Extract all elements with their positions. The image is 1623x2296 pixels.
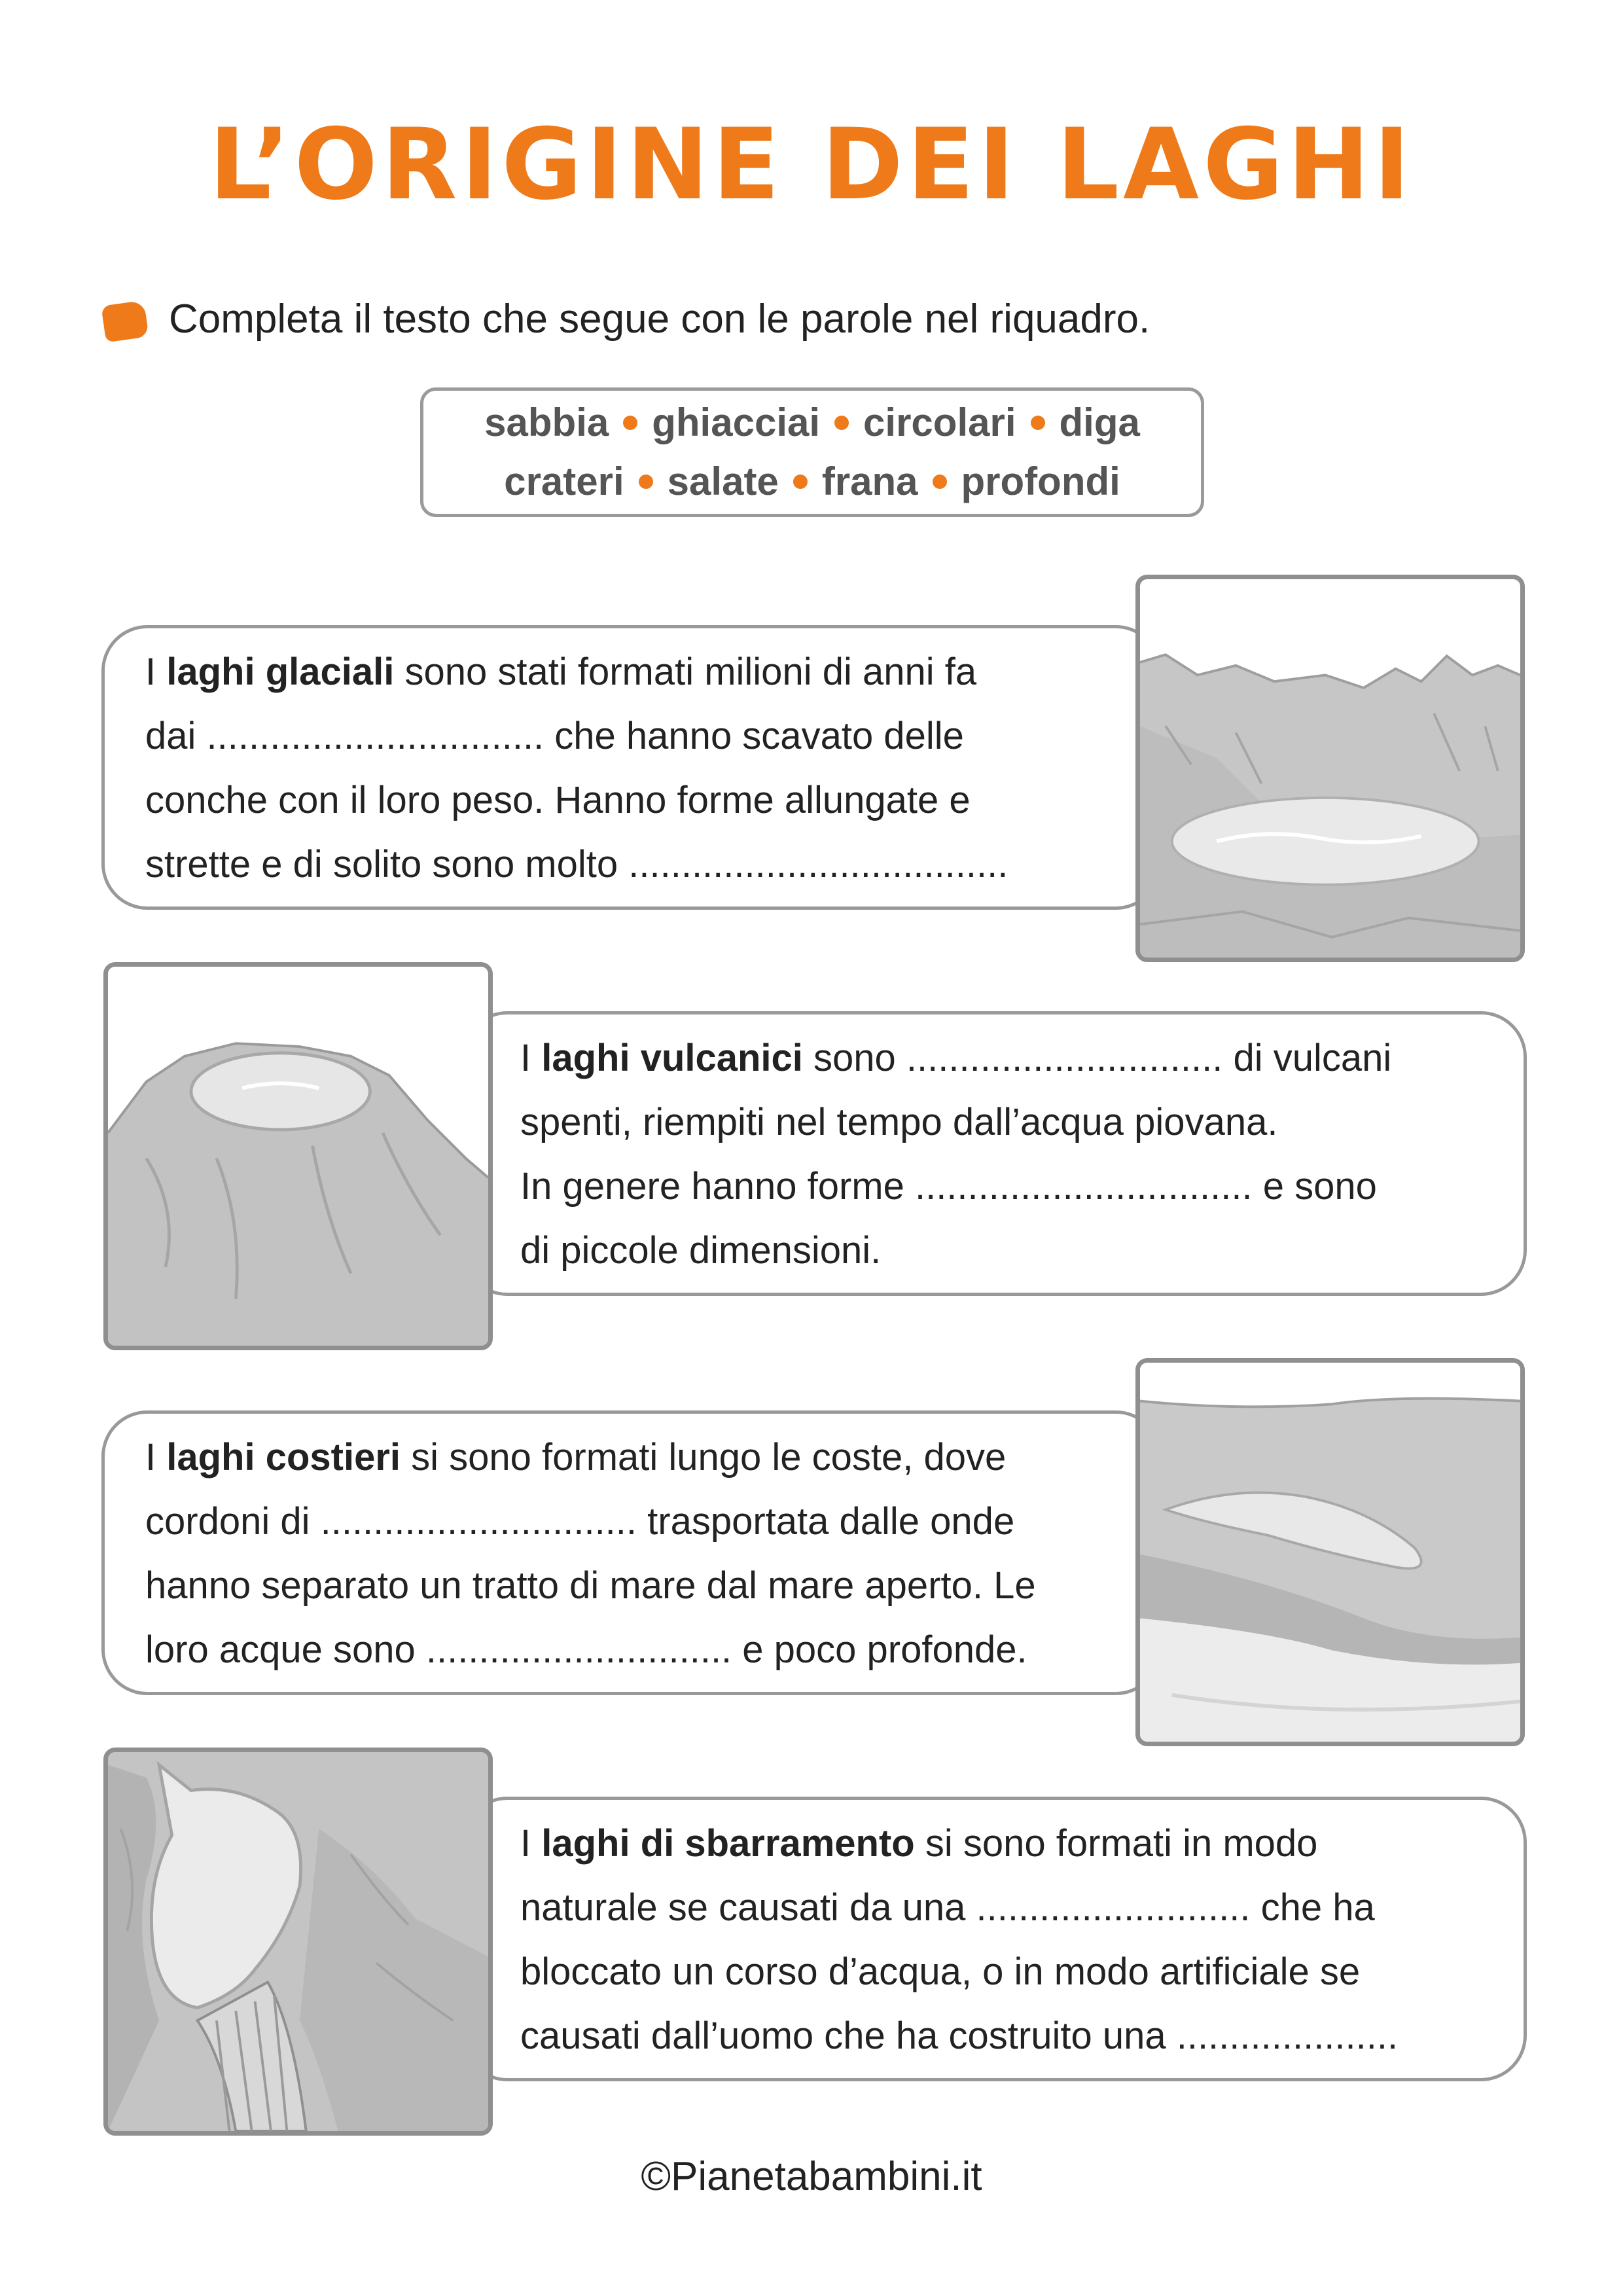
text-line: I laghi glaciali sono stati formati milioni di anni fa xyxy=(145,651,977,693)
coastal-lake-illustration xyxy=(1135,1358,1525,1746)
text-line: dai ................................ che hanno scavato delle xyxy=(145,715,964,757)
bullet-dot-icon xyxy=(623,416,637,430)
text-line: loro acque sono ............................. e poco profonde. xyxy=(145,1628,1027,1671)
instruction-bullet-icon xyxy=(101,300,149,343)
text-line: I laghi costieri si sono formati lungo le coste, dove xyxy=(145,1436,1007,1479)
footer-credit: ©Pianetabambini.it xyxy=(641,2154,982,2199)
word-bank-item: frana xyxy=(821,459,918,503)
bullet-dot-icon xyxy=(793,475,808,489)
text-line: spenti, riempiti nel tempo dall’acqua piovana. xyxy=(520,1101,1278,1143)
text-line: naturale se causati da una .......................... che ha xyxy=(520,1886,1375,1929)
instruction-text: Completa il testo che segue con le parole nel riquadro. xyxy=(169,296,1150,342)
text-sbarramento xyxy=(520,1812,1398,2068)
text-line: I laghi di sbarramento si sono formati in modo xyxy=(520,1822,1318,1865)
text-line: hanno separato un tratto di mare dal mare aperto. Le xyxy=(145,1564,1036,1607)
text-line: conche con il loro peso. Hanno forme allungate e xyxy=(145,779,971,821)
word-bank-item: sabbia xyxy=(484,401,609,444)
text-line: cordoni di .............................. trasportata dalle onde xyxy=(145,1500,1015,1543)
word-bank-item: crateri xyxy=(504,459,624,503)
dam-lake-illustration xyxy=(103,1748,493,2136)
glacial-lake-illustration xyxy=(1135,575,1525,962)
word-bank-item: diga xyxy=(1059,401,1140,444)
word-bank-row xyxy=(504,452,1120,511)
bullet-dot-icon xyxy=(1031,416,1045,430)
text-vulcanici xyxy=(520,1026,1391,1283)
volcanic-lake-illustration xyxy=(103,962,493,1350)
text-costieri xyxy=(145,1426,1036,1682)
word-bank-box xyxy=(420,387,1204,517)
text-line: di piccole dimensioni. xyxy=(520,1229,882,1272)
bullet-dot-icon xyxy=(834,416,849,430)
text-line: In genere hanno forme ................................ e sono xyxy=(520,1165,1377,1208)
text-glaciali xyxy=(145,640,1008,897)
text-line: bloccato un corso d’acqua, o in modo artificiale se xyxy=(520,1950,1361,1993)
word-bank-item: profondi xyxy=(961,459,1120,503)
word-bank-item: circolari xyxy=(863,401,1016,444)
bullet-dot-icon xyxy=(639,475,653,489)
text-line: causati dall’uomo che ha costruito una ..................... xyxy=(520,2015,1399,2057)
word-bank-row xyxy=(484,393,1140,452)
page-title: L’ORIGINE DEI LAGHI xyxy=(209,108,1414,222)
bullet-dot-icon xyxy=(933,475,947,489)
text-line: I laghi vulcanici sono .............................. di vulcani xyxy=(520,1037,1392,1079)
word-bank-item: ghiacciai xyxy=(652,401,821,444)
text-line: strette e di solito sono molto .................................... xyxy=(145,843,1008,886)
word-bank-item: salate xyxy=(667,459,779,503)
